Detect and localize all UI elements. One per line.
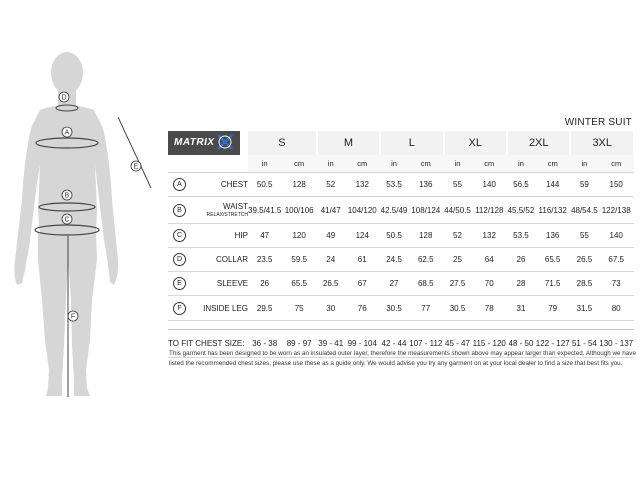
row-label-main: WAIST <box>222 202 248 211</box>
fit-value: 107 - 112 <box>408 330 444 358</box>
measure-value: 75 <box>281 296 317 321</box>
fit-value: 115 - 120 <box>471 330 507 358</box>
row-label-text <box>190 279 248 288</box>
unit-in: in <box>317 155 345 173</box>
measure-value: 62.5 <box>408 248 444 272</box>
measure-value: 48/54.5 <box>570 197 598 224</box>
row-label <box>168 224 248 248</box>
marker-c: C <box>64 216 70 224</box>
unit-cm: cm <box>408 155 444 173</box>
measure-value: 140 <box>471 173 507 197</box>
measure-value: 26.5 <box>317 272 345 296</box>
unit-cm: cm <box>281 155 317 173</box>
row-label-main: COLLAR <box>215 255 248 264</box>
measure-row-chest <box>168 173 634 197</box>
size-xl: XL <box>444 131 507 155</box>
measure-row-collar <box>168 248 634 272</box>
row-label-main: SLEEVE <box>216 279 248 288</box>
measure-value: 78 <box>471 296 507 321</box>
measure-value: 31.5 <box>570 296 598 321</box>
marker-e: E <box>133 163 139 171</box>
measure-value: 55 <box>570 224 598 248</box>
measure-value: 41/47 <box>317 197 345 224</box>
measure-value: 27.5 <box>444 272 472 296</box>
brand-logo <box>168 131 248 155</box>
unit-in: in <box>570 155 598 173</box>
size-l: L <box>380 131 444 155</box>
fit-value: 130 - 137 <box>598 330 634 358</box>
measure-value: 39.5/41.5 <box>248 197 281 224</box>
size-2xl: 2XL <box>507 131 570 155</box>
measure-value: 77 <box>408 296 444 321</box>
row-label <box>168 272 248 296</box>
measure-value: 120 <box>281 224 317 248</box>
measure-value: 104/120 <box>344 197 380 224</box>
measure-value: 128 <box>408 224 444 248</box>
measure-value: 136 <box>535 224 571 248</box>
measure-row-hip <box>168 224 634 248</box>
marker-circle: E <box>173 277 186 290</box>
body-figure <box>0 0 160 481</box>
measure-value: 23.5 <box>248 248 281 272</box>
measure-value: 68.5 <box>408 272 444 296</box>
fit-value: 42 - 44 <box>380 330 408 358</box>
marker-circle: D <box>173 253 186 266</box>
fit-value: 99 - 104 <box>344 330 380 358</box>
measure-value: 26 <box>248 272 281 296</box>
measure-value: 132 <box>344 173 380 197</box>
row-label-text <box>190 231 248 240</box>
measure-value: 42.5/49 <box>380 197 408 224</box>
measure-value: 76 <box>344 296 380 321</box>
marker-a: A <box>64 129 70 137</box>
measure-value: 128 <box>281 173 317 197</box>
measure-value: 136 <box>408 173 444 197</box>
measure-value: 132 <box>471 224 507 248</box>
measure-value: 30.5 <box>380 296 408 321</box>
row-label-text <box>190 255 248 264</box>
measure-value: 24.5 <box>380 248 408 272</box>
fit-value: 39 - 41 <box>317 330 345 358</box>
sleeve-line <box>118 117 151 188</box>
size-s: S <box>248 131 317 155</box>
measure-value: 79 <box>535 296 571 321</box>
measure-value: 112/128 <box>471 197 507 224</box>
logo-mark-icon <box>216 133 234 151</box>
measure-value: 122/138 <box>598 197 634 224</box>
size-header-row <box>168 131 634 155</box>
unit-in: in <box>248 155 281 173</box>
measure-value: 55 <box>444 173 472 197</box>
marker-circle: F <box>173 302 186 315</box>
measure-value: 52 <box>317 173 345 197</box>
unit-cm: cm <box>471 155 507 173</box>
marker-d: D <box>61 94 67 102</box>
row-label-main: INSIDE LEG <box>203 303 248 313</box>
page-title: WINTER SUIT <box>564 117 632 128</box>
measure-value: 50.5 <box>380 224 408 248</box>
size-m: M <box>317 131 380 155</box>
measure-value: 59.5 <box>281 248 317 272</box>
unit-cm: cm <box>344 155 380 173</box>
size-chart-table <box>168 131 635 358</box>
measure-value: 116/132 <box>535 197 571 224</box>
measure-value: 28.5 <box>570 272 598 296</box>
measure-value: 31 <box>507 296 535 321</box>
fit-chest-label: TO FIT CHEST SIZE: <box>168 330 248 358</box>
body-silhouette <box>0 0 160 481</box>
measure-value: 73 <box>598 272 634 296</box>
row-label-main: HIP <box>234 231 248 240</box>
measure-value: 108/124 <box>408 197 444 224</box>
row-label-main: CHEST <box>220 180 248 189</box>
measure-value: 49 <box>317 224 345 248</box>
measure-row-inside-leg <box>168 296 634 321</box>
size-3xl: 3XL <box>570 131 634 155</box>
measure-value: 59 <box>570 173 598 197</box>
fit-value: 89 - 97 <box>281 330 317 358</box>
unit-cm: cm <box>535 155 571 173</box>
measure-value: 26 <box>507 248 535 272</box>
fit-value: 48 - 50 <box>507 330 535 358</box>
units-row <box>168 155 634 173</box>
measure-value: 26.5 <box>570 248 598 272</box>
measure-value: 70 <box>471 272 507 296</box>
figure-head <box>51 52 83 94</box>
fit-value: 122 - 127 <box>535 330 571 358</box>
measure-value: 28 <box>507 272 535 296</box>
measure-value: 24 <box>317 248 345 272</box>
measure-value: 67 <box>344 272 380 296</box>
measure-value: 30.5 <box>444 296 472 321</box>
unit-in: in <box>444 155 472 173</box>
measure-value: 52 <box>444 224 472 248</box>
measure-value: 44/50.5 <box>444 197 472 224</box>
row-label <box>168 197 248 224</box>
measure-value: 65.5 <box>535 248 571 272</box>
measure-value: 71.5 <box>535 272 571 296</box>
unit-in: in <box>507 155 535 173</box>
measure-row-waist <box>168 197 634 224</box>
marker-f: F <box>70 313 76 321</box>
measure-row-sleeve <box>168 272 634 296</box>
unit-in: in <box>380 155 408 173</box>
fit-value: 45 - 47 <box>444 330 472 358</box>
row-label-text <box>190 202 248 218</box>
row-label <box>168 173 248 197</box>
measure-value: 50.5 <box>248 173 281 197</box>
garment-note: This garment has been designed to be worn as an insulated outer layer, therefore the measurements shown above may appear larger than expected. Although we have listed the recommended chest sizes, please use these as a guide only. We would advise you try any garment on at your local dealer to find a size that best fits you. <box>169 350 636 367</box>
measure-value: 67.5 <box>598 248 634 272</box>
row-label-sub: RELAX/STRETCH <box>206 212 248 218</box>
measure-value: 45.5/52 <box>507 197 535 224</box>
measure-value: 25 <box>444 248 472 272</box>
fit-value: 36 - 38 <box>248 330 281 358</box>
fit-value: 51 - 54 <box>570 330 598 358</box>
row-label <box>168 248 248 272</box>
measure-value: 47 <box>248 224 281 248</box>
logo-text: MATRIX <box>174 137 215 148</box>
measure-value: 100/106 <box>281 197 317 224</box>
marker-circle: A <box>173 178 186 191</box>
measure-value: 56.5 <box>507 173 535 197</box>
marker-circle: B <box>173 204 186 217</box>
row-label-text <box>190 304 248 313</box>
measure-value: 140 <box>598 224 634 248</box>
measure-value: 64 <box>471 248 507 272</box>
unit-cm: cm <box>598 155 634 173</box>
measure-value: 144 <box>535 173 571 197</box>
measure-value: 53.5 <box>507 224 535 248</box>
marker-b: B <box>64 192 70 200</box>
row-label <box>168 296 248 321</box>
row-label-text <box>190 180 248 189</box>
measure-value: 29.5 <box>248 296 281 321</box>
measure-value: 61 <box>344 248 380 272</box>
measure-value: 53.5 <box>380 173 408 197</box>
marker-circle: C <box>173 229 186 242</box>
measure-value: 27 <box>380 272 408 296</box>
measure-value: 124 <box>344 224 380 248</box>
measure-value: 65.5 <box>281 272 317 296</box>
measure-value: 150 <box>598 173 634 197</box>
measure-value: 80 <box>598 296 634 321</box>
measure-value: 30 <box>317 296 345 321</box>
